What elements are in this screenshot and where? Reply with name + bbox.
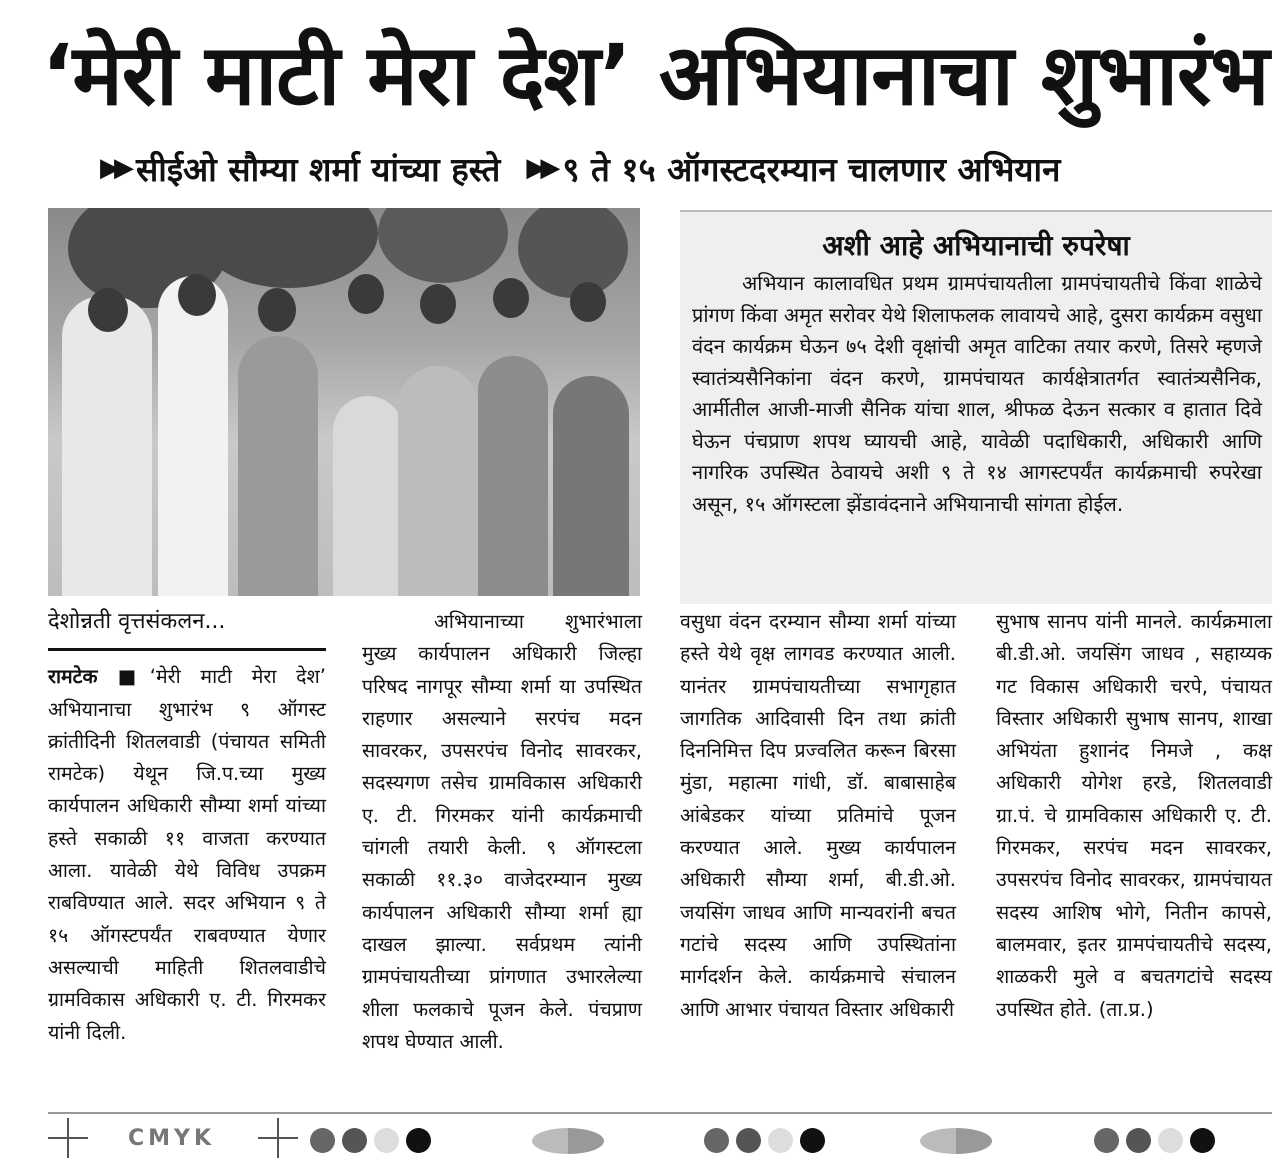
gray-balance-icon [920,1128,992,1154]
news-photo [48,208,640,596]
color-dot-icon [1094,1128,1119,1153]
color-dot-icon [1158,1128,1183,1153]
article-column-1 [48,606,326,1049]
double-arrow-icon: ▶▶ [100,153,128,183]
subheadline-second: ९ ते १५ ऑगस्टदरम्यान चालणार अभियान [562,149,1061,189]
print-registration-strip [48,1120,1272,1157]
column-1-text: ‘मेरी माटी मेरा देश’ अभियानाचा शुभारंभ ९ ऑगस्ट क्रांतीदिनी शितलवाडी (पंचायत समिती रामटेक) येथून जि.प.च्या मुख्य कार्यपालन अधिकारी सौम्या शर्मा यांच्या हस्ते सकाळी ११ वाजता करण्यात आला. यावेळी येथे विविध उपक्रम राबविण्यात आले. सदर अभियान ९ ते १५ ऑगस्टपर्यंत राबवण्यात येणार असल्याची माहिती शितलवाडीचे ग्रामविकास अधिकारी ए. टी. गिरमकर यांनी दिली. [48,665,326,1044]
color-dot-icon [310,1128,335,1153]
gray-balance-icon [532,1128,604,1154]
dateline: रामटेक ■ [48,665,150,689]
footer-rule [48,1112,1272,1114]
column-2-text: अभियानाच्या शुभारंभाला मुख्य कार्यपालन अधिकारी जिल्हा परिषद नागपूर सौम्या शर्मा या उपस्थित राहणार असल्याने सरपंच मदन सावरकर, उपसरपंच विनोद सावरकर, सदस्यगण तसेच ग्रामविकास अधिकारी ए. टी. गिरमकर यांनी कार्यक्रमाची चांगली तयारी केली. ९ ऑगस्टला सकाळी ११.३० वाजेदरम्यान मुख्य कार्यपालन अधिकारी सौम्या शर्मा ह्या दाखल झाल्या. सर्वप्रथम त्यांनी ग्रामपंचायतीच्या प्रांगणात उभारलेल्या शीला फलकाचे पूजन केले. पंचप्राण शपथ घेण्यात आली. [362,610,642,1053]
article-column-2 [362,606,642,1058]
double-arrow-icon: ▶▶ [526,153,555,183]
column-4-text: सुभाष सानप यांनी मानले. कार्यक्रमाला बी.डी.ओ. जयसिंग जाधव , सहाय्यक गट विकास अधिकारी चरपे, पंचायत विस्तार अधिकारी सुभाष सानप, शाखा अभियंता हुशानंद निमजे , कक्ष अधिकारी योगेश हरडे, शितलवाडी ग्रा.पं. चे ग्रामविकास अधिकारी ए. टी. गिरमकर, सरपंच मदन सावरकर, उपसरपंच विनोद सावरकर, ग्रामपंचायत सदस्य आशिष भोगे, नितीन कापसे, बालमवार, इतर ग्रामपंचायतीचे सदस्य, शाळकरी मुले व बचतगटांचे सदस्य उपस्थित होते. (ता.प्र.) [996,610,1272,1021]
cmyk-label: CMYK [128,1126,216,1151]
color-dot-icon [704,1128,729,1153]
outline-box [680,210,1272,604]
registration-mark-icon [48,1118,88,1158]
color-dot-icon [768,1128,793,1153]
box-text: अभियान कालावधित प्रथम ग्रामपंचायतीला ग्रामपंचायतीचे किंवा शाळेचे प्रांगण किंवा अमृत सरोवर येथे शिलाफलक लावायचे आहे, दुसरा कार्यक्रम वसुधा वंदन कार्यक्रम घेऊन ७५ देशी वृक्षांची अमृत वाटिका तयार करणे, तिसरे म्हणजे स्वातंत्र्यसैनिकांना वंदन करणे, ग्रामपंचायत कार्यक्षेत्रातर्गत स्वातंत्र्यसैनिक, आर्मीतील आजी-माजी सैनिक यांचा शाल, श्रीफळ देऊन सत्कार व हातात दिवे घेऊन पंचप्राण शपथ घ्यायची आहे, यावेळी पदाधिकारी, अधिकारी आणि नागरिक उपस्थित ठेवायचे अशी ९ ते १४ आगस्टपर्यंत कार्यक्रमाची रुपरेखा असून, १५ ऑगस्टला झेंडावंदनाने अभियानाची सांगता होईल. [692,271,1262,516]
registration-mark-icon [258,1118,298,1158]
byline: देशोन्नती वृत्तसंकलन... [48,606,326,651]
article-column-4 [996,606,1272,1026]
color-dot-icon [800,1128,825,1153]
headline: ‘मेरी माटी मेरा देश’ अभियानाचा शुभारंभ [41,25,1269,124]
box-title: अशी आहे अभियानाची रुपरेषा [822,229,1130,262]
color-dot-icon [406,1128,431,1153]
column-3-text: वसुधा वंदन दरम्यान सौम्या शर्मा यांच्या हस्ते येथे वृक्ष लागवड करण्यात आली. यानंतर ग्रामपंचायतीच्या सभागृहात जागतिक आदिवासी दिन तथा क्रांती दिननिमित्त दिप प्रज्वलित करून बिरसा मुंडा, महात्मा गांधी, डॉ. बाबासाहेब आंबेडकर यांच्या प्रतिमांचे पूजन करण्यात आले. मुख्य कार्यपालन अधिकारी सौम्या शर्मा, बी.डी.ओ. जयसिंग जाधव आणि मान्यवरांनी बचत गटांचे सदस्य आणि उपस्थितांना मार्गदर्शन केले. कार्यक्रमाचे संचालन आणि आभार पंचायत विस्तार अधिकारी [680,610,956,1021]
subheadline [100,138,1250,198]
color-dot-icon [1126,1128,1151,1153]
color-dot-icon [736,1128,761,1153]
article-column-3 [680,606,956,1026]
color-dot-icon [1190,1128,1215,1153]
color-dot-icon [374,1128,399,1153]
subheadline-first: सीईओ सौम्या शर्मा यांच्या हस्ते [136,149,501,189]
color-dot-icon [342,1128,367,1153]
